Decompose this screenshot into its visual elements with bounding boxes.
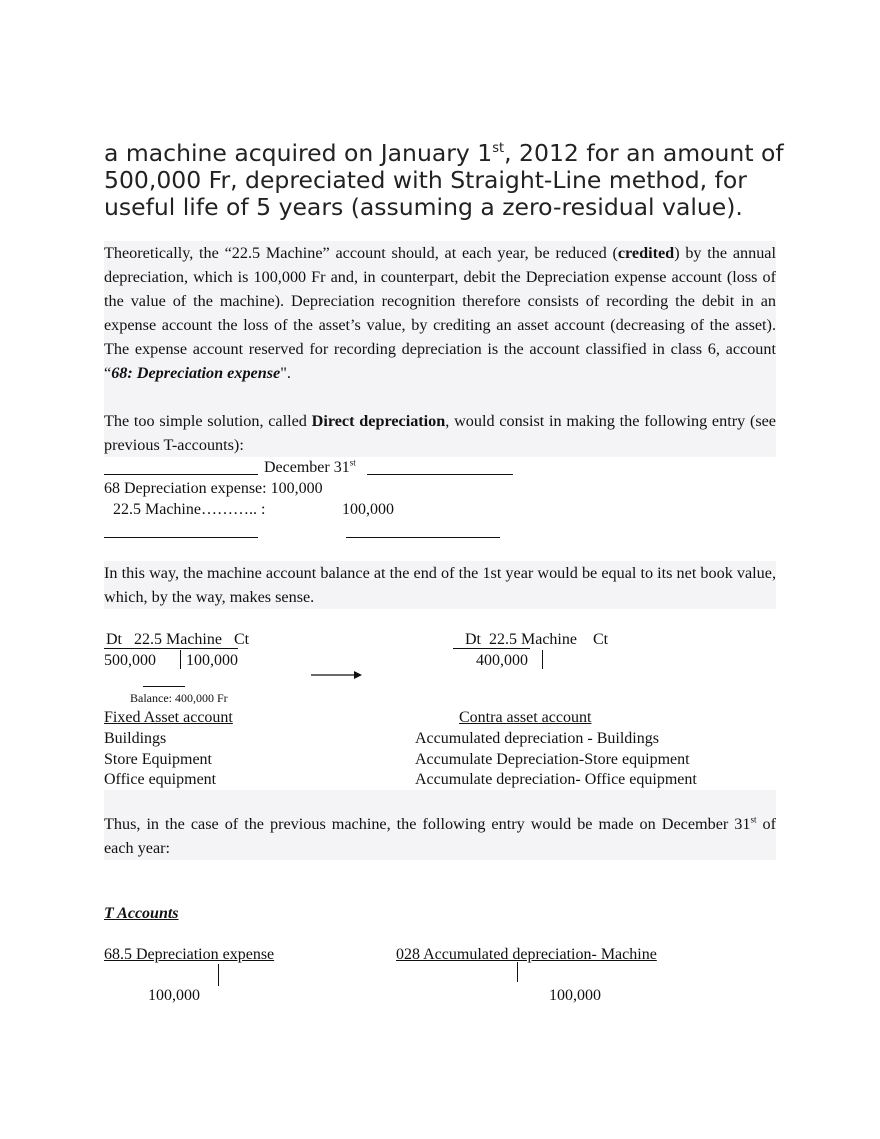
t-left-debit: 500,000 <box>104 652 156 669</box>
t-right-rule <box>453 648 530 649</box>
paragraph-theory: Theoretically, the “22.5 Machine” account should, at each year, be reduced (credited) by the annual depreciation, which is 100,000 Fr and, in counterpart, debit the Depreciation expense account (loss of the value of the machine). Depreciation recognition therefore consists of recording the debit in an expense account the loss of the asset’s value, by crediting an asset account (decreasing of the asset). The expense account reserved for recording depreciation is the account classified in class 6, account “68: Depreciation expense". <box>104 241 776 385</box>
t-account-accumulated-divider <box>517 962 518 982</box>
paragraph-spacer <box>104 385 776 409</box>
journal-rule-bottom-left <box>104 537 258 538</box>
journal-date: December 31st <box>264 457 356 476</box>
arrow-right-icon <box>310 668 364 682</box>
journal-debit-line: 68 Depreciation expense: 100,000 <box>104 480 323 497</box>
paragraph-net-book-value: In this way, the machine account balance at the end of the 1st year would be equal to its net book value, which, by the way, makes sense. <box>104 561 776 609</box>
t-account-expense-name: 68.5 Depreciation expense <box>104 946 275 963</box>
t-left-balance: Balance: 400,000 Fr <box>130 691 228 705</box>
page-heading: a machine acquired on January 1st, 2012 for an amount of 500,000 Fr, depreciated with Straight-Line method, for useful life of 5 years (assuming a zero-residual value). <box>104 139 784 221</box>
t-left-credit: 100,000 <box>186 652 238 669</box>
t-left-total-rule <box>143 686 185 687</box>
fixed-asset-header: Fixed Asset account <box>104 709 233 726</box>
contra-asset-row: Accumulate depreciation- Office equipment <box>415 771 697 788</box>
t-account-accumulated-name: 028 Accumulated depreciation- Machine <box>396 946 657 963</box>
paragraph-entry-intro: Thus, in the case of the previous machine, the following entry would be made on December 31st of each year: <box>104 812 776 860</box>
t-account-expense-amount: 100,000 <box>148 987 200 1004</box>
t-account-accumulated-amount: 100,000 <box>549 987 601 1004</box>
fixed-asset-row: Buildings <box>104 730 167 747</box>
fixed-asset-row: Office equipment <box>104 771 217 788</box>
contra-asset-header: Contra asset account <box>459 709 592 726</box>
t-account-expense-divider <box>218 964 219 986</box>
journal-rule-right <box>367 474 513 475</box>
fixed-asset-row: Store Equipment <box>104 751 212 768</box>
t-left-rule <box>104 648 238 649</box>
paragraph-spacer <box>104 790 776 814</box>
contra-asset-row: Accumulated depreciation - Buildings <box>415 730 659 747</box>
t-right-divider <box>542 650 543 669</box>
paragraph-direct-depreciation: The too simple solution, called Direct depreciation, would consist in making the following entry (see previous T-accounts): <box>104 409 776 457</box>
t-right-debit: 400,000 <box>476 652 528 669</box>
contra-asset-row: Accumulate Depreciation-Store equipment <box>415 751 690 768</box>
t-left-header: Dt 22.5 Machine Ct <box>106 631 250 648</box>
t-right-header: Dt 22.5 Machine Ct <box>465 631 609 648</box>
journal-rule-bottom-right <box>346 537 500 538</box>
journal-credit-amount: 100,000 <box>342 501 394 518</box>
journal-credit-label: 22.5 Machine……….. : <box>113 501 266 518</box>
journal-rule-left <box>104 474 258 475</box>
t-accounts-title: T Accounts <box>104 905 179 922</box>
t-left-divider <box>180 650 181 669</box>
